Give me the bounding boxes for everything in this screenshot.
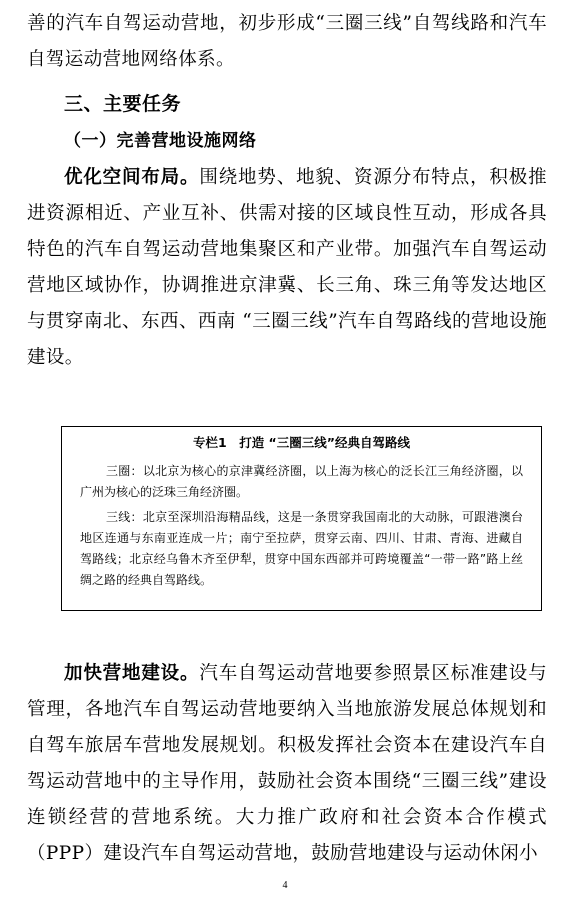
paragraph-lead: 优化空间布局。 [64,167,200,188]
subsection-heading: （一）完善营地设施网络 [64,131,257,151]
paragraph-optimize-layout [27,160,547,376]
section-heading: 三、主要任务 [64,93,182,115]
column-box [61,426,542,611]
column-box-lines: 三线：北京至深圳沿海精品线，这是一条贯穿我国南北的大动脉，可跟港澳台地区连通与东南亚连成一片；南宁至拉萨，贯穿云南、四川、甘肃、青海、进藏自驾路线；北京经乌鲁木齐至伊犁，贯穿中国东西部并可跨境覆盖“一带一路”路上丝绸之路的经典自驾路线。 [80,510,523,587]
page-number: 4 [282,880,288,891]
paragraph-body: 围绕地势、地貌、资源分布特点，积极推进资源相近、产业互补、供需对接的区域良性互动，形成各具特色的汽车自驾运动营地集聚区和产业带。加强汽车自驾运动营地区域协作，协调推进京津冀、长三角、珠三角等发达地区与贯穿南北、东西、西南 “三圈三线”汽车自驾路线的营地设施建设。 [27,167,547,368]
column-box-title: 专栏1 打造 “三圈三线”经典自驾路线 [193,435,410,450]
column-box-circles: 三圈：以北京为核心的京津冀经济圈，以上海为核心的泛长江三角经济圈，以广州为核心的泛珠三角经济圈。 [80,464,523,499]
paragraph-accelerate-construction [27,656,547,872]
paragraph-body: 汽车自驾运动营地要参照景区标准建设与管理，各地汽车自驾运动营地要纳入当地旅游发展总体规划和自驾车旅居车营地发展规划。积极发挥社会资本在建设汽车自驾运动营地中的主导作用，鼓励社会资本围绕“三圈三线”建设连锁经营的营地系统。大力推广政府和社会资本合作模式（PPP）建设汽车自驾运动营地，鼓励营地建设与运动休闲小 [27,663,547,864]
paragraph-lead: 加快营地建设。 [64,663,200,684]
intro-paragraph: 善的汽车自驾运动营地，初步形成“三圈三线”自驾线路和汽车自驾运动营地网络体系。 [27,13,547,70]
